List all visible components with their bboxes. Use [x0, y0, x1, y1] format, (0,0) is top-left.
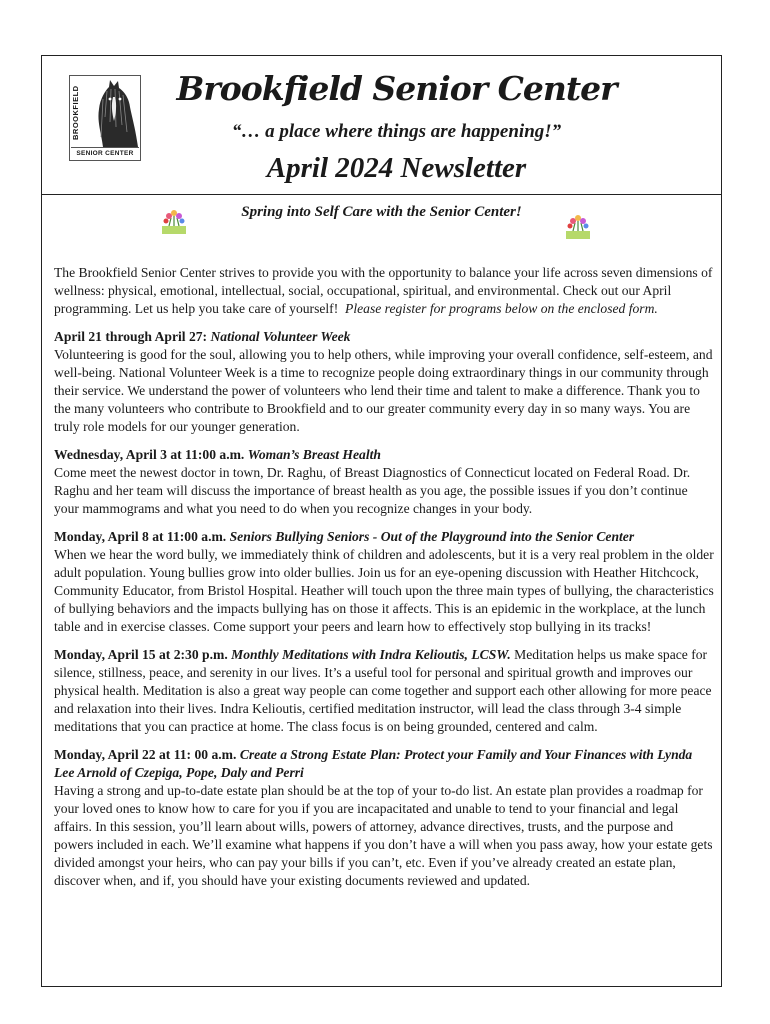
event-block — [54, 446, 714, 518]
event-body: Meditation helps us make space for silence, stillness, peace, and serenity in our lives. It’s a useful tool for personal and spiritual growth and improves our physical health. Meditation is also a great way people can come together and support each other allowing for more peace and relaxation into their lives. Indra Kelioutis, certified meditation instructor, will lead the class through 3-4 simple meditations that you can practice at home. The class focus is on being grounded, centered and calm. — [54, 647, 712, 734]
event-when: Wednesday, April 3 at 11:00 a.m. — [54, 447, 245, 462]
newsletter-frame — [41, 55, 722, 987]
intro-text: The Brookfield Senior Center strives to provide you with the opportunity to balance your life across seven dimensions of wellness: physical, emotional, intellectual, social, occupational, spiritual, and environmental. Check out our April programming. Let us help you take care of yourself! — [54, 265, 713, 316]
event-block — [54, 746, 714, 890]
newsletter-issue: April 2024 Newsletter — [266, 152, 527, 184]
event-block — [54, 646, 714, 736]
newsletter-body — [54, 264, 714, 900]
event-title: National Volunteer Week — [210, 329, 351, 344]
logo-bottom-text: SENIOR CENTER — [71, 147, 139, 159]
event-title: Woman’s Breast Health — [247, 447, 381, 462]
event-when: Monday, April 22 at 11: 00 a.m. — [54, 747, 237, 762]
intro-note: Please register for programs below on the enclosed form. — [345, 301, 658, 316]
tagline: “… a place where things are happening!” — [231, 121, 562, 142]
event-block — [54, 328, 714, 436]
logo-vertical-text: BROOKFIELD — [71, 85, 80, 141]
event-when: Monday, April 15 at 2:30 p.m. — [54, 647, 228, 662]
intro-paragraph — [54, 264, 714, 318]
newsletter-header — [42, 56, 721, 195]
event-body: When we hear the word bully, we immediately think of children and adolescents, but it is a very real problem in the older adult population. Young bullies grow into older bullies. Join us for an eye-opening discussion with Heather Hitchcock, Community Educator, from Bristol Hospital. Heather will touch upon the three main types of bullying, the characteristics of bullying behaviors and the impacts bullying has on those it affects. This is an epidemic in the workplace, at the lunch table and in exercise classes. Come support your peers and learn how to effectively stop bullying in its tracks! — [54, 547, 714, 634]
event-title: Create a Strong Estate Plan: Protect your Family and Your Finances with Lynda Lee Arnold of Czepiga, Pope, Daly and Perri — [54, 747, 693, 780]
event-when: Monday, April 8 at 11:00 a.m. — [54, 529, 227, 544]
event-block — [54, 528, 714, 636]
event-body: Come meet the newest doctor in town, Dr. Raghu, of Breast Diagnostics of Connecticut located on Federal Road. Dr. Raghu and her team will discuss the importance of breast health as you age, the possible issues if you don’t continue your mammograms and what you need to do when you recognize changes in your body. — [54, 465, 691, 516]
event-body: Having a strong and up-to-date estate plan should be at the top of your to-do list. An estate plan provides a roadmap for your loved ones to know how to care for you if you are incapacitated and unable to tend to your financial and legal affairs. In this session, you’ll learn about wills, powers of attorney, advance directives, trusts, and the purpose and powers included in each. We’ll examine what happens if you don’t have a will when you pass away, how your estate gets divided amongst your heirs, who can pay your bills if you can’t, etc. Even if you’ve already created an estate plan, discover when, and if, you should have your existing documents reviewed and updated. — [54, 783, 713, 888]
event-body: Volunteering is good for the soul, allowing you to help others, while improving your overall confidence, self-esteem, and well-being. National Volunteer Week is a time to recognize people doing extraordinary things in our community through their service. We understand the power of volunteers who lend their time and talent to make a difference. Thank you to the many volunteers who contribute to Brookfield and to our greater community every day in so many ways. You are truly role models for our younger generation. — [54, 347, 713, 434]
center-title: Brookfield Senior Center — [176, 69, 617, 108]
event-title: Seniors Bullying Seniors - Out of the Playground into the Senior Center — [229, 529, 635, 544]
event-title: Monthly Meditations with Indra Kelioutis, LCSW. — [231, 647, 511, 662]
subheading: Spring into Self Care with the Senior Center! — [241, 204, 522, 220]
event-when: April 21 through April 27: — [54, 329, 208, 344]
